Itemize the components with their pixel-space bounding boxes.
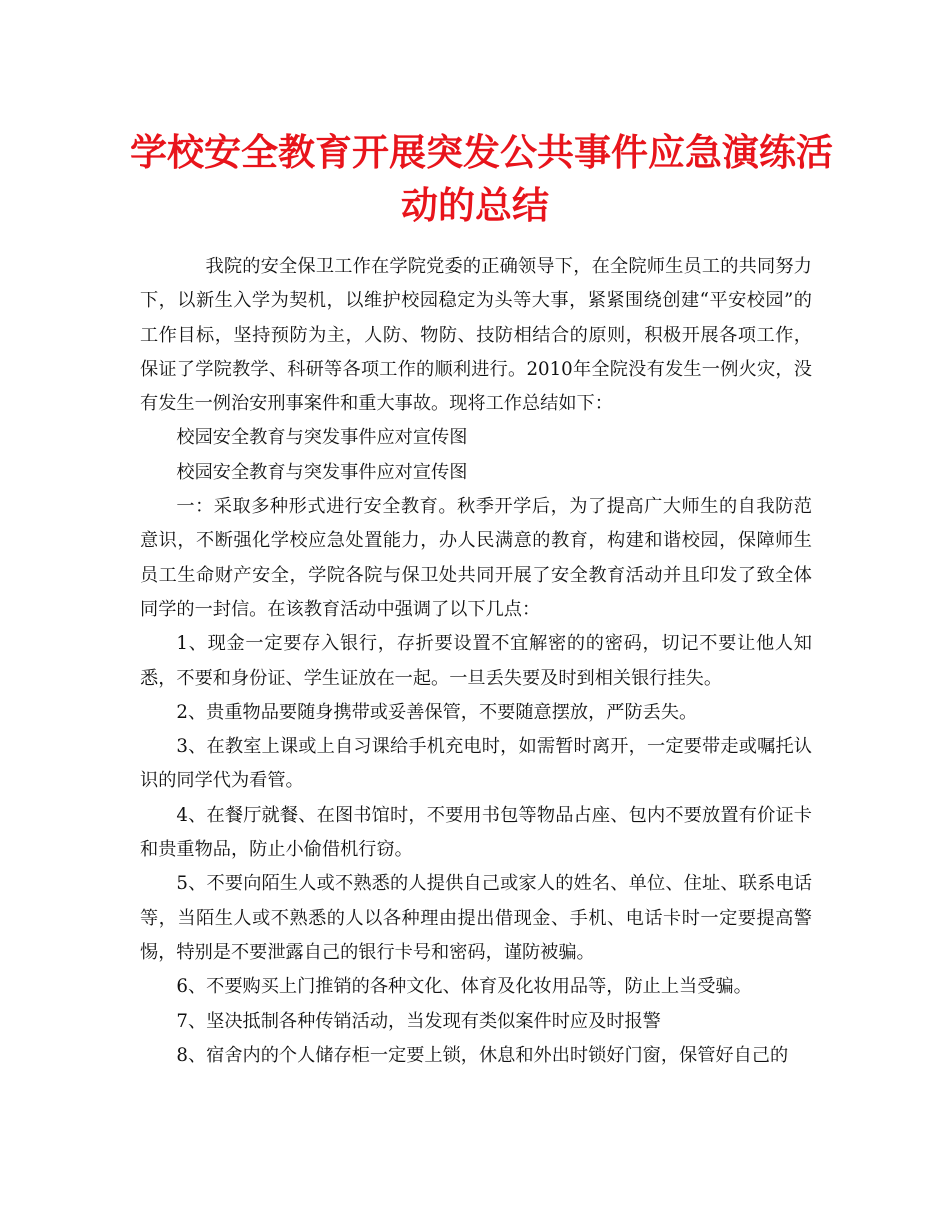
list-item: 3、在教室上课或上自习课给手机充电时，如需暂时离开，一定要带走或嘱托认识的同学代为看管。 bbox=[140, 736, 812, 792]
list-item: 2、贵重物品要随身携带或妥善保管，不要随意摆放，严防丢失。 bbox=[176, 701, 698, 723]
list-item: 5、不要向陌生人或不熟悉的人提供自己或家人的姓名、单位、住址、联系电话等，当陌生人或不熟悉的人以各种理由提出借现金、手机、电话卡时一定要提高警惕，特别是不要泄露自己的银行卡号和密码，谨防被骗。 bbox=[140, 873, 812, 963]
title-line-2: 动的总结 bbox=[401, 183, 549, 227]
section-paragraph: 一：采取多种形式进行安全教育。秋季开学后，为了提高广大师生的自我防范意识，不断强化学校应急处置能力，办人民满意的教育，构建和谐校园，保障师生员工生命财产安全，学院各院与保卫处共同开展了安全教育活动并且印发了致全体同学的一封信。在该教育活动中强调了以下几点： bbox=[140, 496, 812, 620]
image-caption: 校园安全教育与突发事件应对宣传图 bbox=[176, 461, 468, 483]
list-item: 6、不要购买上门推销的各种文化、体育及化妆用品等，防止上当受骗。 bbox=[176, 976, 752, 998]
list-item: 4、在餐厅就餐、在图书馆时，不要用书包等物品占座、包内不要放置有价证卡和贵重物品，防止小偷借机行窃。 bbox=[140, 804, 812, 861]
image-caption: 校园安全教育与突发事件应对宣传图 bbox=[176, 427, 468, 449]
list-item: 8、宿舍内的个人储存柜一定要上锁，休息和外出时锁好门窗，保管好自己的 bbox=[176, 1044, 789, 1066]
document-title bbox=[130, 126, 833, 232]
list-item: 1、现金一定要存入银行，存折要设置不宜解密的的密码，切记不要让他人知悉，不要和身份证、学生证放在一起。一旦丢失要及时到相关银行挂失。 bbox=[140, 633, 812, 689]
title-line-1: 学校安全教育开展突发公共事件应急演练活 bbox=[130, 130, 833, 174]
list-item: 7、坚决抵制各种传销活动，当发现有类似案件时应及时报警 bbox=[176, 1010, 661, 1032]
document-body bbox=[140, 250, 812, 1073]
intro-paragraph: 我院的安全保卫工作在学院党委的正确领导下，在全院师生员工的共同努力下，以新生入学为契机，以维护校园稳定为头等大事，紧紧围绕创建“平安校园”的工作目标，坚持预防为主，人防、物防、技防相结合的原则，积极开展各项工作，保证了学院教学、科研等各项工作的顺利进行。2010年全院没有发生一例火灾，没有发生一例治安刑事案件和重大事故。现将工作总结如下： bbox=[140, 256, 812, 415]
